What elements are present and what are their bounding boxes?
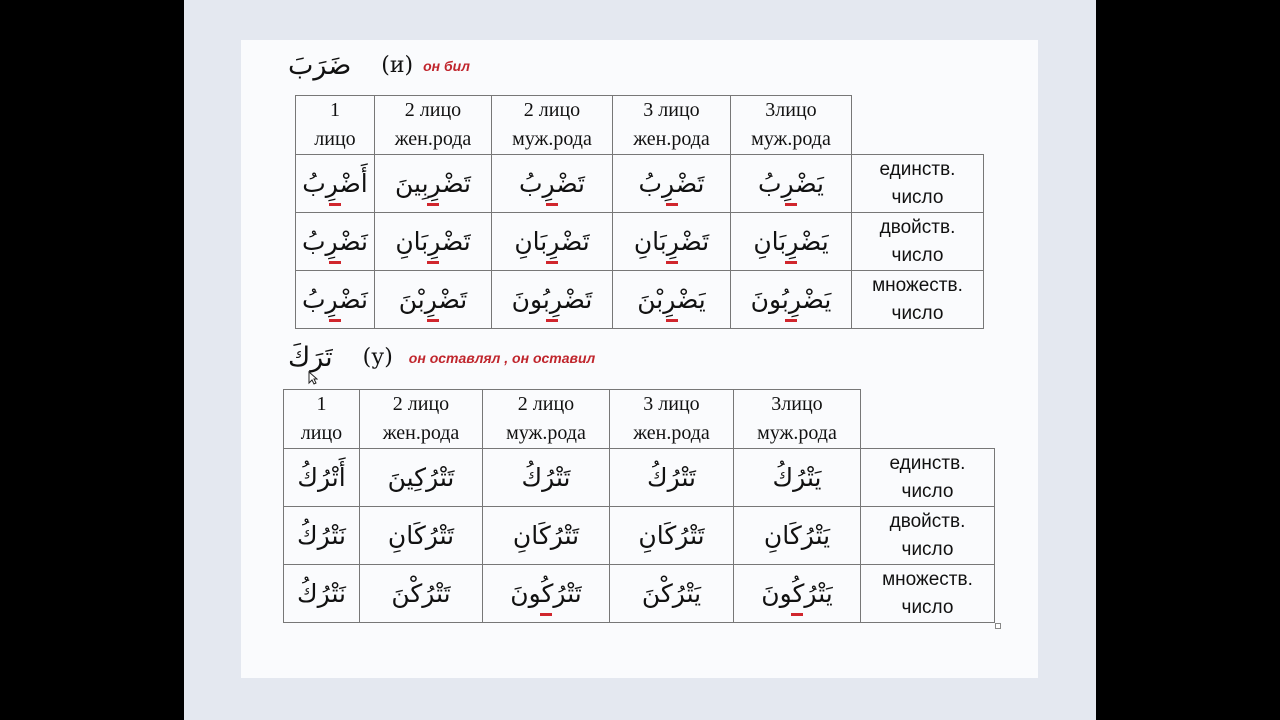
table-header-row [296, 96, 984, 155]
form-cell: يَتْرُكُ [734, 449, 861, 507]
table-row [284, 507, 995, 565]
form-cell: تَتْرُكَانِ [483, 507, 610, 565]
form-cell: يَتْرُكْنَ [610, 565, 734, 623]
form-cell: تَضْرِبِينَ [375, 155, 492, 213]
header-cell: 3 лицо жен.рода [610, 390, 734, 449]
verb2-vowel: (у) [362, 345, 393, 370]
header-cell: 1 лицо [284, 390, 360, 449]
form-cell: تَضْرِبَانِ [492, 213, 613, 271]
form-cell: تَضْرِبْنَ [375, 271, 492, 329]
form-cell: تَتْرُكُ [610, 449, 734, 507]
form-cell: تَتْرُكَانِ [610, 507, 734, 565]
header-cell: 3лицо муж.рода [731, 96, 852, 155]
verb2-conjugation-table [283, 389, 995, 623]
form-cell: تَتْرُكْنَ [360, 565, 483, 623]
number-label-cell: единств. число [852, 155, 984, 213]
header-cell: 2 лицо жен.рода [360, 390, 483, 449]
form-cell: أَضْرِبُ [296, 155, 375, 213]
number-label-cell: единств. число [861, 449, 995, 507]
form-cell: تَضْرِبُ [613, 155, 731, 213]
form-cell: تَتْرُكِينَ [360, 449, 483, 507]
number-label-cell: множеств. число [852, 271, 984, 329]
number-label-cell: двойств. число [852, 213, 984, 271]
form-cell: تَتْرُكُ [483, 449, 610, 507]
form-cell: يَضْرِبَانِ [731, 213, 852, 271]
form-cell: نَتْرُكُ [284, 565, 360, 623]
number-label-cell: множеств. число [861, 565, 995, 623]
form-cell: تَضْرِبَانِ [375, 213, 492, 271]
verb2-word: تَرَكَ [288, 342, 333, 373]
form-cell: تَضْرِبُ [492, 155, 613, 213]
form-cell: تَضْرِبُونَ [492, 271, 613, 329]
header-cell: 1 лицо [296, 96, 375, 155]
verb2-title [288, 342, 595, 373]
form-cell: نَضْرِبُ [296, 271, 375, 329]
table-row [284, 449, 995, 507]
form-cell: تَتْرُكَانِ [360, 507, 483, 565]
verb1-meaning: он бил [423, 57, 470, 74]
table-header-row [284, 390, 995, 449]
form-cell: نَضْرِبُ [296, 213, 375, 271]
number-label-cell: двойств. число [861, 507, 995, 565]
header-cell: 3лицо муж.рода [734, 390, 861, 449]
table-row [296, 271, 984, 329]
verb1-title [288, 50, 470, 81]
mouse-cursor-icon [308, 371, 318, 385]
header-cell: 3 лицо жен.рода [613, 96, 731, 155]
verb1-conjugation-table [295, 95, 984, 329]
resize-handle[interactable] [995, 623, 1001, 629]
form-cell: يَضْرِبُ [731, 155, 852, 213]
table-row [284, 565, 995, 623]
form-cell: أَتْرُكُ [284, 449, 360, 507]
form-cell: يَتْرُكَانِ [734, 507, 861, 565]
empty-corner-cell [861, 390, 995, 449]
form-cell: يَتْرُكُونَ [734, 565, 861, 623]
empty-corner-cell [852, 96, 984, 155]
verb1-vowel: (и) [381, 53, 414, 78]
form-cell: نَتْرُكُ [284, 507, 360, 565]
table-row [296, 155, 984, 213]
table-row [296, 213, 984, 271]
form-cell: يَضْرِبُونَ [731, 271, 852, 329]
verb2-meaning: он оставлял , он оставил [408, 349, 596, 366]
header-cell: 2 лицо жен.рода [375, 96, 492, 155]
header-cell: 2 лицо муж.рода [483, 390, 610, 449]
verb1-word: ضَرَبَ [288, 50, 352, 81]
form-cell: تَضْرِبَانِ [613, 213, 731, 271]
form-cell: يَضْرِبْنَ [613, 271, 731, 329]
header-cell: 2 лицо муж.рода [492, 96, 613, 155]
form-cell: تَتْرُكُونَ [483, 565, 610, 623]
